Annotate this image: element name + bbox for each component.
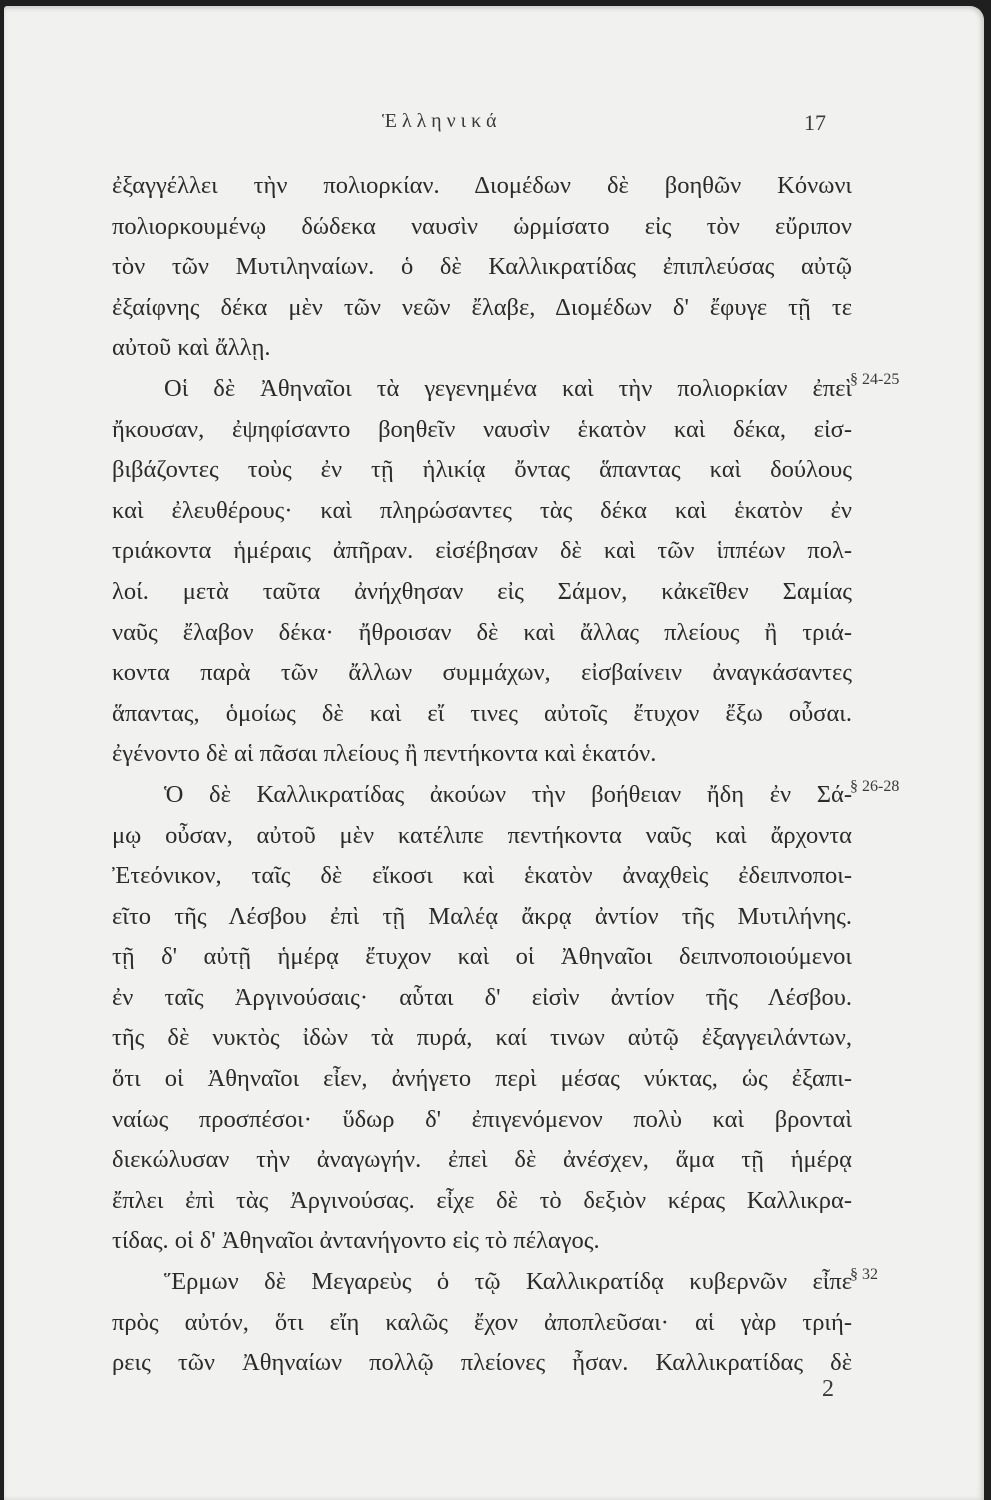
text-line: τὸν τῶν Μυτιληναίων. ὁ δὲ Καλλικρατίδας ἐπιπλεύσας αὐτῷ bbox=[112, 253, 852, 281]
text-line: διεκώλυσαν τὴν ἀναγωγήν. ἐπεὶ δὲ ἀνέσχεν, ἅμα τῇ ἡμέρᾳ bbox=[112, 1146, 852, 1174]
paragraph-start-line: Ἕρμων δὲ Μεγαρεὺς ὁ τῷ Καλλικρατίδᾳ κυβερνῶν εἶπε bbox=[164, 1268, 852, 1296]
text-line: Ἐτεόνικον, ταῖς δὲ εἴκοσι καὶ ἑκατὸν ἀναχθεὶς ἐδειπνοποι- bbox=[112, 862, 852, 890]
text-line: λοί. μετὰ ταῦτα ἀνήχθησαν εἰς Σάμον, κἀκεῖθεν Σαμίας bbox=[112, 577, 852, 605]
text-line: ἅπαντας, ὁμοίως δὲ καὶ εἴ τινες αὐτοῖς ἔτυχον ἔξω οὖσαι. bbox=[112, 699, 852, 727]
margin-reference: § 32 bbox=[850, 1266, 878, 1283]
text-line: τῆς δὲ νυκτὸς ἰδὼν τὰ πυρά, καί τινων αὐτῷ ἐξαγγειλάντων, bbox=[112, 1024, 852, 1052]
text-line: τίδας. οἱ δ' Ἀθηναῖοι ἀντανήγοντο εἰς τὸ πέλαγος. bbox=[112, 1227, 600, 1255]
text-line: βιβάζοντες τοὺς ἐν τῇ ἡλικίᾳ ὄντας ἅπαντας καὶ δούλους bbox=[112, 456, 852, 484]
text-line: πρὸς αὐτόν, ὅτι εἴη καλῶς ἔχον ἀποπλεῦσαι· αἱ γὰρ τριή- bbox=[112, 1308, 852, 1336]
paragraph-start-line: Ὁ δὲ Καλλικρατίδας ἀκούων τὴν βοήθειαν ἤδη ἐν Σά- bbox=[164, 780, 852, 808]
text-line: εῖτο τῆς Λέσβου ἐπὶ τῇ Μαλέᾳ ἄκρᾳ ἀντίον τῆς Μυτιλήνης. bbox=[112, 902, 852, 930]
text-line: τριάκοντα ἡμέραις ἀπῆραν. εἰσέβησαν δὲ καὶ τῶν ἱππέων πολ- bbox=[112, 537, 852, 565]
text-line: ἐν ταῖς Ἀργινούσαις· αὗται δ' εἰσὶν ἀντίον τῆς Λέσβου. bbox=[112, 983, 852, 1011]
text-line: κοντα παρὰ τῶν ἄλλων συμμάχων, εἰσβαίνειν ἀναγκάσαντες bbox=[112, 659, 852, 687]
book-page bbox=[4, 6, 984, 1500]
text-line: ναῦς ἔλαβον δέκα· ἤθροισαν δὲ καὶ ἄλλας πλείους ἢ τριά- bbox=[112, 618, 852, 646]
body-text bbox=[112, 166, 852, 1384]
text-line: ἔπλει ἐπὶ τὰς Ἀργινούσας. εἶχε δὲ τὸ δεξιὸν κέρας Καλλικρα- bbox=[112, 1186, 852, 1214]
text-line: ἐξαγγέλλει τὴν πολιορκίαν. Διομέδων δὲ βοηθῶν Κόνωνι bbox=[112, 172, 852, 199]
text-line: πολιορκουμένῳ δώδεκα ναυσὶν ὡρμίσατο εἰς τὸν εὔριπον bbox=[112, 212, 852, 240]
text-line: ἐγένοντο δὲ αἱ πᾶσαι πλείους ἢ πεντήκοντα καὶ ἑκατόν. bbox=[112, 740, 657, 768]
signature-mark: 2 bbox=[822, 1376, 834, 1402]
running-title: Ἑλληνικά bbox=[382, 110, 502, 132]
text-line: ρεις τῶν Ἀθηναίων πολλῷ πλείονες ἦσαν. Καλλικρατίδας δὲ bbox=[112, 1349, 852, 1377]
page-number: 17 bbox=[804, 110, 826, 135]
margin-reference: § 26-28 bbox=[850, 778, 900, 795]
text-line: καὶ ἐλευθέρους· καὶ πληρώσαντες τὰς δέκα καὶ ἑκατὸν ἐν bbox=[112, 496, 852, 524]
margin-reference: § 24-25 bbox=[850, 371, 900, 388]
text-line: ὅτι οἱ Ἀθηναῖοι εἶεν, ἀνήγετο περὶ μέσας νύκτας, ὡς ἐξαπι- bbox=[112, 1065, 852, 1093]
text-line: ναίως προσπέσοι· ὕδωρ δ' ἐπιγενόμενον πολὺ καὶ βρονταὶ bbox=[112, 1105, 852, 1133]
text-line: ἐξαίφνης δέκα μὲν τῶν νεῶν ἔλαβε, Διομέδων δ' ἔφυγε τῇ τε bbox=[112, 293, 852, 321]
text-line: ἤκουσαν, ἐψηφίσαντο βοηθεῖν ναυσὶν ἑκατὸν καὶ δέκα, εἰσ- bbox=[112, 415, 852, 443]
paragraph-start-line: Οἱ δὲ Ἀθηναῖοι τὰ γεγενημένα καὶ τὴν πολιορκίαν ἐπεὶ bbox=[164, 374, 852, 402]
text-line: μῳ οὖσαν, αὐτοῦ μὲν κατέλιπε πεντήκοντα ναῦς καὶ ἄρχοντα bbox=[112, 821, 852, 849]
text-line: τῇ δ' αὐτῇ ἡμέρᾳ ἔτυχον καὶ οἱ Ἀθηναῖοι δειπνοποιούμενοι bbox=[112, 943, 852, 971]
text-line: αὐτοῦ καὶ ἄλλῃ. bbox=[112, 334, 271, 362]
